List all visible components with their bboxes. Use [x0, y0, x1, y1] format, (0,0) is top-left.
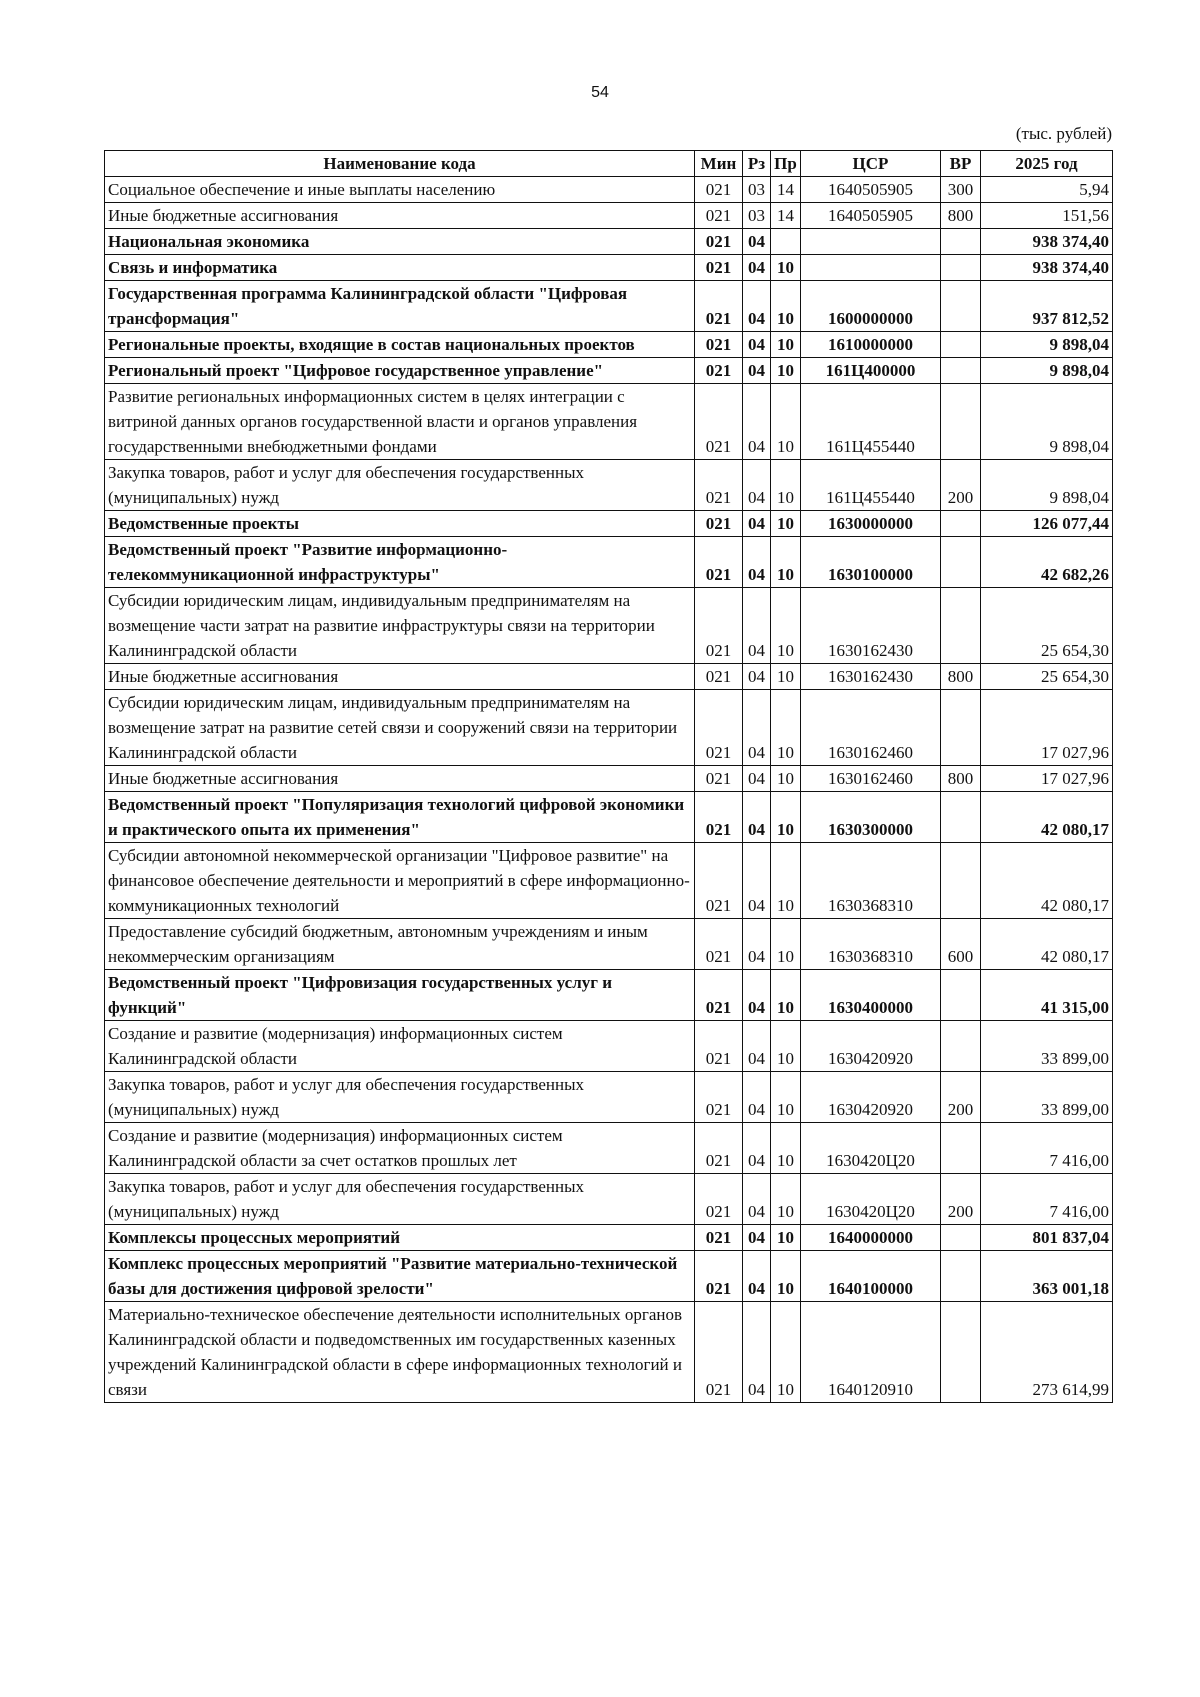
header-csr: ЦСР — [801, 151, 941, 177]
units-label: (тыс. рублей) — [1015, 124, 1112, 143]
cell-vr — [941, 843, 981, 919]
cell-pr: 10 — [771, 1021, 801, 1072]
cell-rz: 04 — [743, 255, 771, 281]
cell-csr: 1630000000 — [801, 511, 941, 537]
cell-name: Субсидии автономной некоммерческой организации "Цифровое развитие" на финансовое обеспечение деятельности и мероприятий в сфере информационно-коммуникационных технологий — [105, 843, 695, 919]
cell-name: Комплексы процессных мероприятий — [105, 1225, 695, 1251]
cell-rz: 04 — [743, 358, 771, 384]
cell-min: 021 — [695, 1225, 743, 1251]
cell-name: Иные бюджетные ассигнования — [105, 766, 695, 792]
table-row — [105, 177, 1113, 203]
table-row — [105, 384, 1113, 460]
cell-name: Иные бюджетные ассигнования — [105, 203, 695, 229]
table-row — [105, 970, 1113, 1021]
cell-rz: 04 — [743, 766, 771, 792]
cell-pr: 10 — [771, 1302, 801, 1403]
cell-vr — [941, 1302, 981, 1403]
cell-vr — [941, 970, 981, 1021]
cell-pr: 10 — [771, 1251, 801, 1302]
table-row — [105, 1302, 1113, 1403]
cell-vr: 300 — [941, 177, 981, 203]
cell-sum: 17 027,96 — [981, 690, 1113, 766]
cell-rz: 04 — [743, 664, 771, 690]
table-row — [105, 588, 1113, 664]
cell-csr — [801, 255, 941, 281]
cell-vr — [941, 792, 981, 843]
table-row — [105, 843, 1113, 919]
header-pr: Пр — [771, 151, 801, 177]
cell-name: Комплекс процессных мероприятий "Развитие материально-технической базы для достижения цифровой зрелости" — [105, 1251, 695, 1302]
cell-min: 021 — [695, 358, 743, 384]
cell-sum: 151,56 — [981, 203, 1113, 229]
cell-pr: 10 — [771, 1123, 801, 1174]
cell-pr: 10 — [771, 281, 801, 332]
cell-sum: 938 374,40 — [981, 229, 1113, 255]
cell-name: Связь и информатика — [105, 255, 695, 281]
cell-sum: 25 654,30 — [981, 588, 1113, 664]
cell-rz: 04 — [743, 537, 771, 588]
table-row — [105, 1123, 1113, 1174]
cell-pr: 10 — [771, 511, 801, 537]
cell-pr: 10 — [771, 358, 801, 384]
cell-pr: 14 — [771, 203, 801, 229]
cell-vr — [941, 255, 981, 281]
cell-min: 021 — [695, 177, 743, 203]
cell-rz: 04 — [743, 460, 771, 511]
table-row — [105, 1251, 1113, 1302]
cell-pr: 10 — [771, 970, 801, 1021]
cell-rz: 04 — [743, 281, 771, 332]
cell-pr: 10 — [771, 664, 801, 690]
cell-csr: 161Ц455440 — [801, 460, 941, 511]
cell-sum: 273 614,99 — [981, 1302, 1113, 1403]
cell-pr: 10 — [771, 690, 801, 766]
cell-name: Субсидии юридическим лицам, индивидуальным предпринимателям на возмещение части затрат на развитие инфраструктуры связи на территории Калининградской области — [105, 588, 695, 664]
cell-sum: 17 027,96 — [981, 766, 1113, 792]
cell-name: Ведомственный проект "Популяризация технологий цифровой экономики и практического опыта их применения" — [105, 792, 695, 843]
header-rz: Рз — [743, 151, 771, 177]
cell-vr: 200 — [941, 460, 981, 511]
cell-sum: 42 080,17 — [981, 919, 1113, 970]
cell-sum: 5,94 — [981, 177, 1113, 203]
cell-min: 021 — [695, 229, 743, 255]
cell-sum: 801 837,04 — [981, 1225, 1113, 1251]
cell-rz: 04 — [743, 588, 771, 664]
cell-min: 021 — [695, 384, 743, 460]
cell-pr: 14 — [771, 177, 801, 203]
page-number: 54 — [591, 84, 609, 101]
cell-pr: 10 — [771, 460, 801, 511]
cell-csr: 1630300000 — [801, 792, 941, 843]
table-row — [105, 1021, 1113, 1072]
cell-vr — [941, 229, 981, 255]
cell-name: Ведомственный проект "Цифровизация государственных услуг и функций" — [105, 970, 695, 1021]
cell-name: Субсидии юридическим лицам, индивидуальным предпринимателям на возмещение затрат на развитие сетей связи и сооружений связи на территории Калининградской области — [105, 690, 695, 766]
cell-min: 021 — [695, 1302, 743, 1403]
cell-sum: 25 654,30 — [981, 664, 1113, 690]
cell-rz: 04 — [743, 1251, 771, 1302]
cell-vr: 600 — [941, 919, 981, 970]
cell-sum: 363 001,18 — [981, 1251, 1113, 1302]
header-name: Наименование кода — [105, 151, 695, 177]
cell-pr: 10 — [771, 1174, 801, 1225]
cell-csr: 1630368310 — [801, 919, 941, 970]
cell-csr: 1600000000 — [801, 281, 941, 332]
cell-min: 021 — [695, 1021, 743, 1072]
cell-csr: 161Ц455440 — [801, 384, 941, 460]
table-row — [105, 511, 1113, 537]
table-header-row — [105, 151, 1113, 177]
cell-min: 021 — [695, 1174, 743, 1225]
cell-min: 021 — [695, 460, 743, 511]
table-row — [105, 460, 1113, 511]
cell-name: Национальная экономика — [105, 229, 695, 255]
cell-min: 021 — [695, 1123, 743, 1174]
cell-min: 021 — [695, 1072, 743, 1123]
cell-csr: 1640120910 — [801, 1302, 941, 1403]
cell-pr: 10 — [771, 384, 801, 460]
cell-vr: 800 — [941, 203, 981, 229]
cell-name: Ведомственные проекты — [105, 511, 695, 537]
cell-name: Создание и развитие (модернизация) информационных систем Калининградской области за счет остатков прошлых лет — [105, 1123, 695, 1174]
cell-min: 021 — [695, 203, 743, 229]
cell-rz: 04 — [743, 792, 771, 843]
cell-rz: 04 — [743, 1021, 771, 1072]
cell-csr: 1640100000 — [801, 1251, 941, 1302]
cell-rz: 04 — [743, 919, 771, 970]
cell-min: 021 — [695, 537, 743, 588]
cell-sum: 33 899,00 — [981, 1021, 1113, 1072]
cell-vr: 800 — [941, 664, 981, 690]
cell-sum: 9 898,04 — [981, 384, 1113, 460]
cell-rz: 04 — [743, 690, 771, 766]
cell-name: Предоставление субсидий бюджетным, автономным учреждениям и иным некоммерческим организациям — [105, 919, 695, 970]
cell-sum: 33 899,00 — [981, 1072, 1113, 1123]
cell-name: Региональные проекты, входящие в состав национальных проектов — [105, 332, 695, 358]
cell-vr — [941, 537, 981, 588]
cell-sum: 937 812,52 — [981, 281, 1113, 332]
cell-pr: 10 — [771, 537, 801, 588]
cell-csr: 1640505905 — [801, 203, 941, 229]
cell-vr — [941, 511, 981, 537]
cell-name: Закупка товаров, работ и услуг для обеспечения государственных (муниципальных) нужд — [105, 1072, 695, 1123]
cell-pr: 10 — [771, 766, 801, 792]
cell-rz: 04 — [743, 384, 771, 460]
cell-rz: 03 — [743, 177, 771, 203]
cell-vr: 800 — [941, 766, 981, 792]
table-row — [105, 1072, 1113, 1123]
cell-name: Материально-техническое обеспечение деятельности исполнительных органов Калининградской области и подведомственных им государственных казенных учреждений Калининградской области в сфере информационных технологий и связи — [105, 1302, 695, 1403]
cell-vr — [941, 1021, 981, 1072]
cell-min: 021 — [695, 919, 743, 970]
cell-sum: 938 374,40 — [981, 255, 1113, 281]
cell-sum: 7 416,00 — [981, 1123, 1113, 1174]
table-row — [105, 766, 1113, 792]
cell-rz: 04 — [743, 1072, 771, 1123]
cell-min: 021 — [695, 511, 743, 537]
cell-sum: 9 898,04 — [981, 358, 1113, 384]
cell-csr — [801, 229, 941, 255]
cell-csr: 1610000000 — [801, 332, 941, 358]
cell-rz: 04 — [743, 511, 771, 537]
table-row — [105, 792, 1113, 843]
cell-csr: 1630162430 — [801, 664, 941, 690]
cell-sum: 41 315,00 — [981, 970, 1113, 1021]
cell-csr: 1630162460 — [801, 690, 941, 766]
cell-sum: 9 898,04 — [981, 460, 1113, 511]
cell-csr: 1630162460 — [801, 766, 941, 792]
cell-rz: 03 — [743, 203, 771, 229]
cell-name: Социальное обеспечение и иные выплаты населению — [105, 177, 695, 203]
cell-pr: 10 — [771, 255, 801, 281]
cell-min: 021 — [695, 792, 743, 843]
cell-min: 021 — [695, 332, 743, 358]
cell-pr: 10 — [771, 919, 801, 970]
cell-vr — [941, 1251, 981, 1302]
cell-csr: 1630420Ц20 — [801, 1174, 941, 1225]
cell-csr: 1630420Ц20 — [801, 1123, 941, 1174]
table-row — [105, 664, 1113, 690]
cell-min: 021 — [695, 588, 743, 664]
cell-name: Региональный проект "Цифровое государственное управление" — [105, 358, 695, 384]
cell-vr — [941, 358, 981, 384]
table-row — [105, 1174, 1113, 1225]
cell-csr: 1630100000 — [801, 537, 941, 588]
cell-vr — [941, 588, 981, 664]
cell-pr: 10 — [771, 332, 801, 358]
cell-rz: 04 — [743, 1123, 771, 1174]
cell-csr: 1640000000 — [801, 1225, 941, 1251]
cell-sum: 9 898,04 — [981, 332, 1113, 358]
table-body — [105, 177, 1113, 1403]
cell-sum: 42 682,26 — [981, 537, 1113, 588]
table-row — [105, 1225, 1113, 1251]
cell-rz: 04 — [743, 229, 771, 255]
cell-rz: 04 — [743, 1302, 771, 1403]
table-row — [105, 690, 1113, 766]
table-row — [105, 358, 1113, 384]
cell-name: Закупка товаров, работ и услуг для обеспечения государственных (муниципальных) нужд — [105, 1174, 695, 1225]
cell-pr: 10 — [771, 1072, 801, 1123]
cell-min: 021 — [695, 843, 743, 919]
cell-vr: 200 — [941, 1174, 981, 1225]
cell-vr — [941, 690, 981, 766]
header-sum: 2025 год — [981, 151, 1113, 177]
cell-csr: 1630162430 — [801, 588, 941, 664]
cell-sum: 7 416,00 — [981, 1174, 1113, 1225]
cell-csr: 1630420920 — [801, 1072, 941, 1123]
cell-min: 021 — [695, 281, 743, 332]
cell-csr: 1630420920 — [801, 1021, 941, 1072]
cell-min: 021 — [695, 970, 743, 1021]
table-row — [105, 919, 1113, 970]
cell-rz: 04 — [743, 970, 771, 1021]
cell-csr: 1630368310 — [801, 843, 941, 919]
cell-vr — [941, 281, 981, 332]
cell-vr — [941, 1225, 981, 1251]
cell-rz: 04 — [743, 1174, 771, 1225]
cell-csr: 1630400000 — [801, 970, 941, 1021]
cell-vr — [941, 1123, 981, 1174]
cell-min: 021 — [695, 255, 743, 281]
cell-sum: 42 080,17 — [981, 792, 1113, 843]
cell-pr — [771, 229, 801, 255]
cell-name: Ведомственный проект "Развитие информационно-телекоммуникационной инфраструктуры" — [105, 537, 695, 588]
cell-vr — [941, 384, 981, 460]
cell-rz: 04 — [743, 843, 771, 919]
cell-min: 021 — [695, 690, 743, 766]
budget-table — [104, 150, 1113, 1403]
cell-pr: 10 — [771, 792, 801, 843]
cell-pr: 10 — [771, 1225, 801, 1251]
header-min: Мин — [695, 151, 743, 177]
cell-sum: 126 077,44 — [981, 511, 1113, 537]
cell-min: 021 — [695, 1251, 743, 1302]
cell-rz: 04 — [743, 332, 771, 358]
cell-pr: 10 — [771, 588, 801, 664]
cell-csr: 161Ц400000 — [801, 358, 941, 384]
table-row — [105, 332, 1113, 358]
cell-name: Закупка товаров, работ и услуг для обеспечения государственных (муниципальных) нужд — [105, 460, 695, 511]
table-row — [105, 229, 1113, 255]
cell-vr: 200 — [941, 1072, 981, 1123]
cell-name: Иные бюджетные ассигнования — [105, 664, 695, 690]
cell-vr — [941, 332, 981, 358]
cell-rz: 04 — [743, 1225, 771, 1251]
cell-name: Государственная программа Калининградской области "Цифровая трансформация" — [105, 281, 695, 332]
table-row — [105, 537, 1113, 588]
table-row — [105, 255, 1113, 281]
table-row — [105, 203, 1113, 229]
cell-name: Создание и развитие (модернизация) информационных систем Калининградской области — [105, 1021, 695, 1072]
header-vr: ВР — [941, 151, 981, 177]
cell-name: Развитие региональных информационных систем в целях интеграции с витриной данных органов государственной власти и органов управления государственными внебюджетными фондами — [105, 384, 695, 460]
cell-min: 021 — [695, 664, 743, 690]
cell-pr: 10 — [771, 843, 801, 919]
cell-csr: 1640505905 — [801, 177, 941, 203]
cell-min: 021 — [695, 766, 743, 792]
table-row — [105, 281, 1113, 332]
cell-sum: 42 080,17 — [981, 843, 1113, 919]
